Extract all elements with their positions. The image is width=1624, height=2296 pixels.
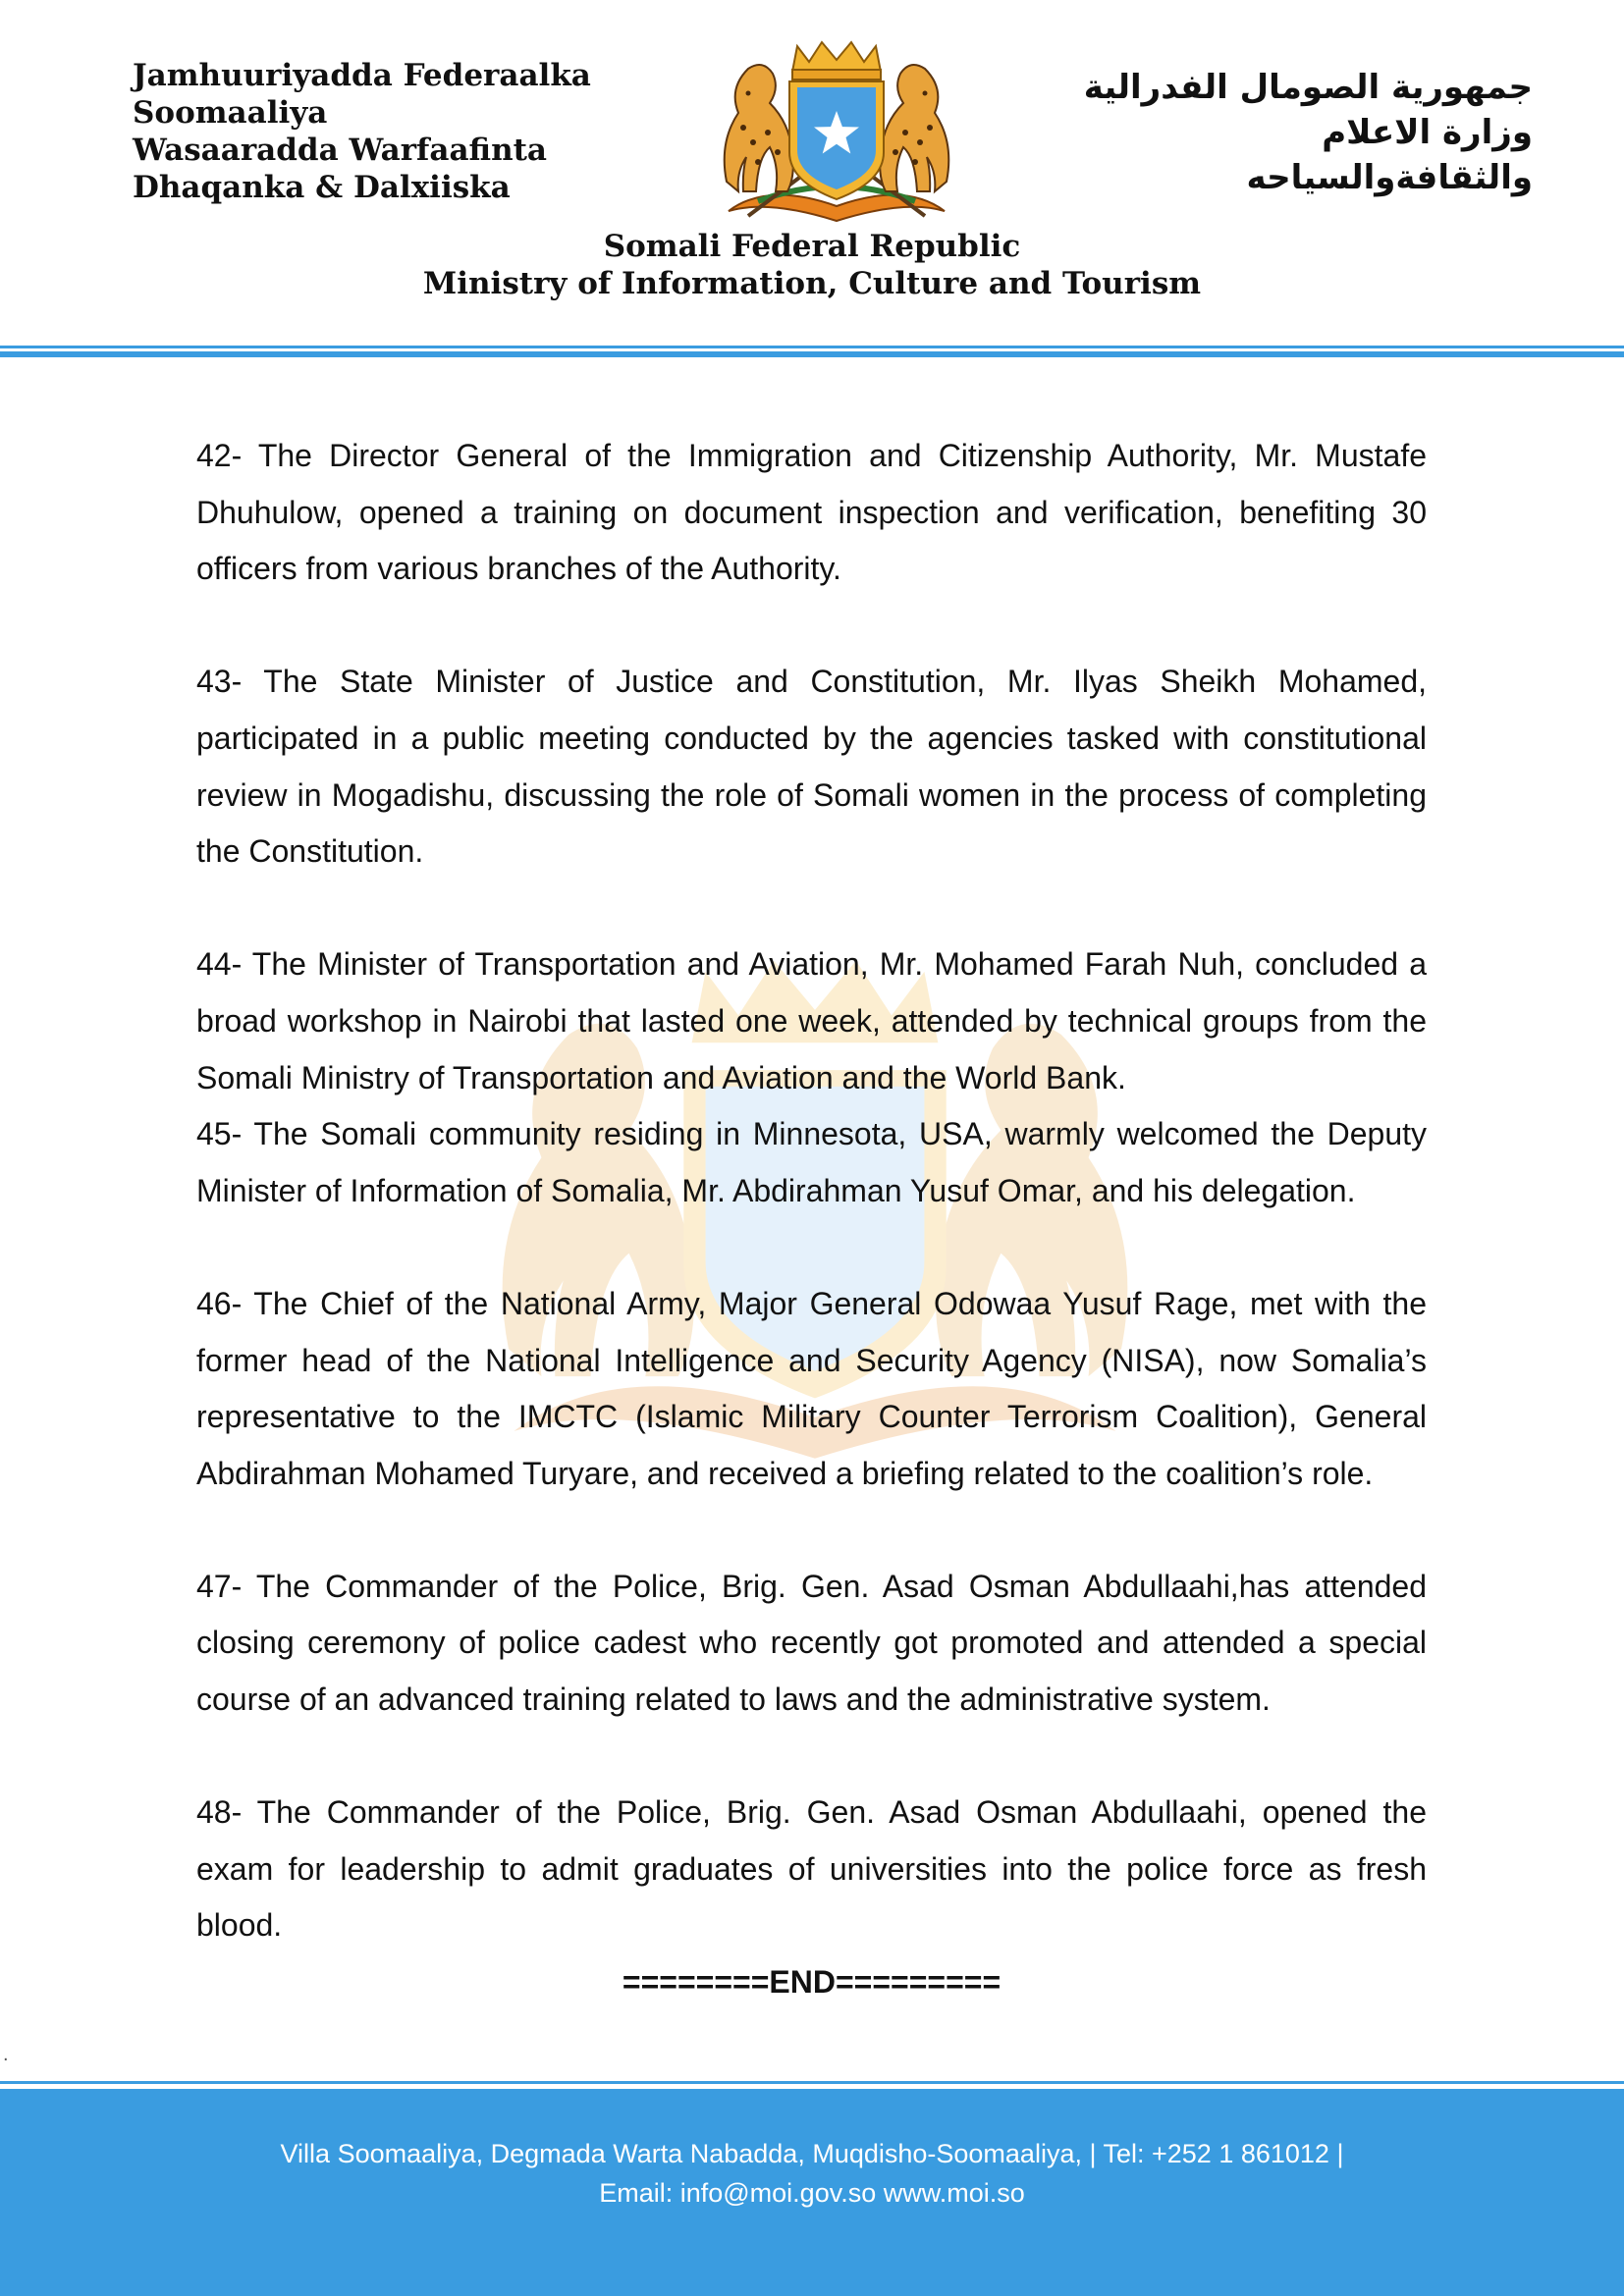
letterhead-somali-name [133,57,591,206]
letterhead-somali-line: Jamhuuriyadda Federaalka [133,58,591,93]
news-item: 43- The State Minister of Justice and Constitution, Mr. Ilyas Sheikh Mohamed, participated in a public meeting conducted by the agencies tasked with constitutional review in Mogadishu, discussing the role of Somali women in the process of completing the Constitution. [196,664,1427,870]
footer-contact: Email: info@moi.gov.so www.moi.so [599,2178,1025,2208]
news-item: 42- The Director General of the Immigration and Citizenship Authority, Mr. Mustafe Dhuhulow, opened a training on document inspection and verification, benefiting 30 officers from various branches of the Authority. [196,438,1427,587]
letterhead-english-line: Ministry of Information, Culture and Tourism [422,266,1202,301]
letterhead-arabic-line: وزارة الاعلام [1322,113,1533,152]
news-items [196,428,1427,2011]
news-item: 44- The Minister of Transportation and Aviation, Mr. Mohamed Farah Nuh, concluded a broad workshop in Nairobi that lasted one week, attended by technical groups from the Somali Ministry of Transportation and Aviation and the World Bank. [196,946,1427,1095]
letterhead-somali-line: Soomaaliya [133,95,328,131]
letterhead-somali-line: Wasaaradda Warfaafinta [133,133,548,168]
footer-address: Villa Soomaaliya, Degmada Warta Nabadda, Muqdisho-Soomaaliya, | Tel: +252 1 861012 | [280,2139,1344,2168]
news-item: 47- The Commander of the Police, Brig. Gen. Asad Osman Abdullaahi,has attended closing ceremony of police cadest who recently got promoted and attended a special course of an advanced training related to laws and the administrative system. [196,1568,1427,1718]
letterhead-english-line: Somali Federal Republic [603,229,1021,264]
letterhead-arabic-name [983,65,1533,200]
letterhead-arabic-line: جمهورية الصومال الفدرالية [1083,68,1533,107]
header-divider-thick [0,351,1624,357]
footer-divider [0,2081,1624,2084]
header-divider-thin [0,346,1624,348]
news-item: 45- The Somali community residing in Minnesota, USA, warmly welcomed the Deputy Minister of Information of Somalia, Mr. Abdirahman Yusuf Omar, and his delegation. [196,1116,1427,1208]
news-item: 48- The Commander of the Police, Brig. Gen. Asad Osman Abdullaahi, opened the exam for leadership to admit graduates of universities into the police force as fresh blood. [196,1794,1427,1944]
letterhead-somali-line: Dhaqanka & Dalxiiska [133,170,511,205]
stray-mark: . [3,2044,9,2065]
letterhead-english-name [0,228,1624,302]
somalia-coat-of-arms-icon [699,34,974,231]
letterhead-arabic-line: والثقافةوالسياحه [1246,158,1533,197]
footer [0,2089,1624,2296]
end-marker: ========END========= [622,1964,1001,2001]
news-item: 46- The Chief of the National Army, Major General Odowaa Yusuf Rage, met with the former head of the National Intelligence and Security Agency (NISA), now Somalia’s representative to the IMCTC (Islamic Military Counter Terrorism Coalition), General Abdirahman Mohamed Turyare, and received a briefing related to the coalition’s role. [196,1285,1427,1491]
letterhead [0,0,1624,363]
